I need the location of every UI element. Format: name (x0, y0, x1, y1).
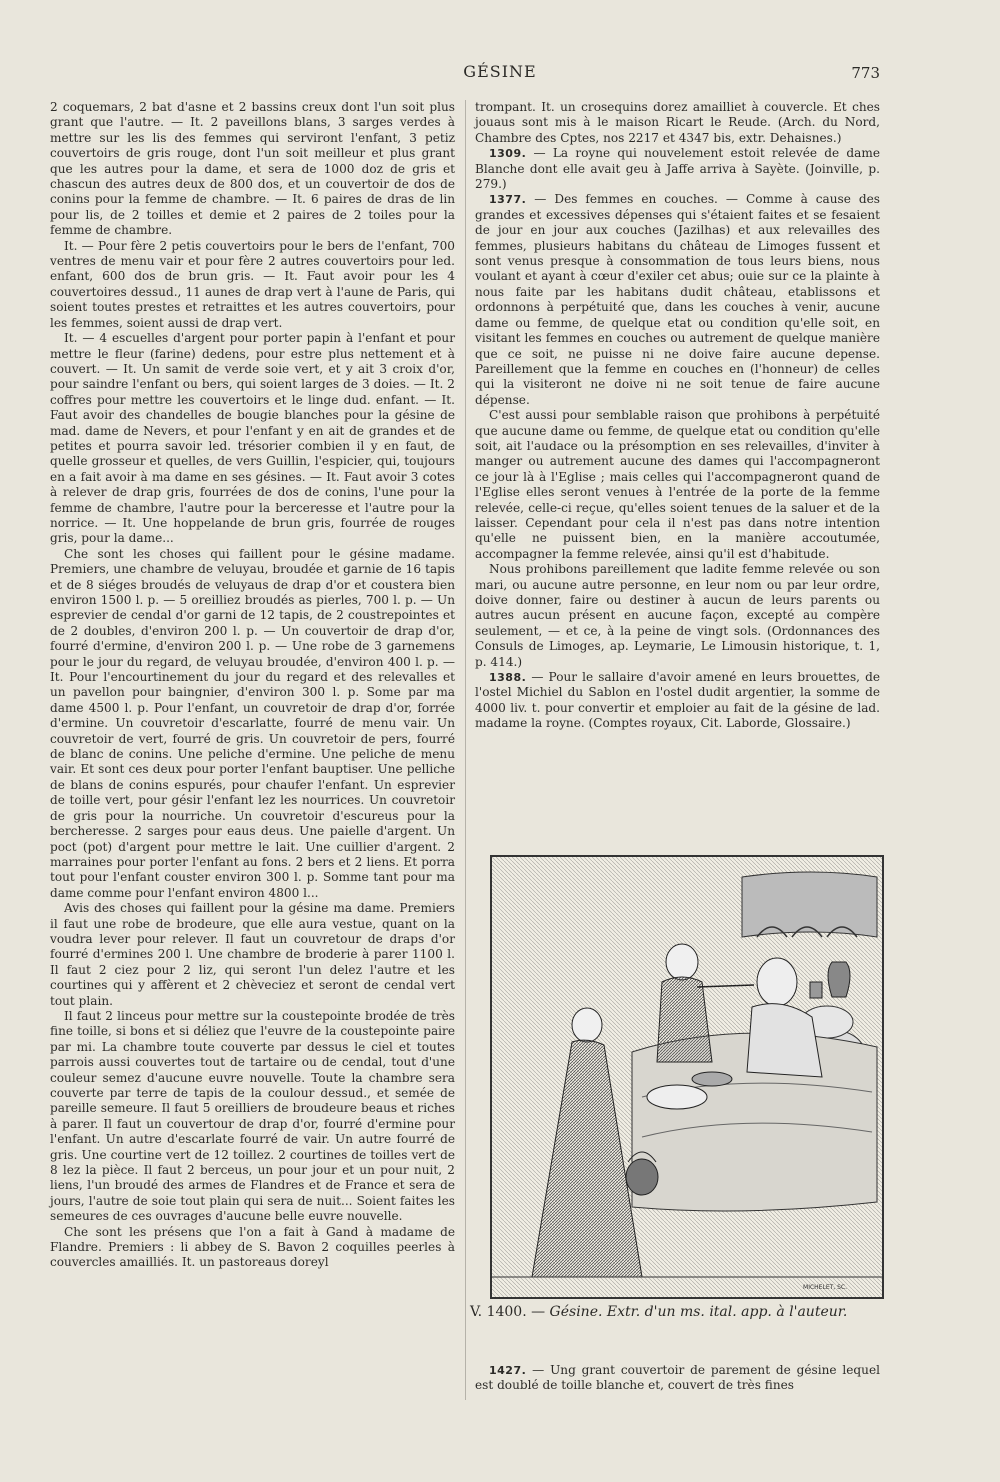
paragraph: 2 coquemars, 2 bat d'asne et 2 bassins creux dont l'un soit plus grant que l'autre. — It. 2 paveillons blans, 3 sarges verdes à mettre sur les lis des femmes qui serviront l'enfant, 3 petiz couvertoirs de gris rouge, dont l'un soit meilleur et plus grant que les autres pour la dame, et sera de 1000 doz de gris et chascun des autres deux de 800 dos, et un couvertoir de dos de conins pour la femme de chambre. — It. 6 paires de dras de lin pour lis, de 2 toilles et demie et 2 paires de 2 toiles pour la femme de chambre. (50, 100, 455, 238)
entry-date: 1377. (489, 193, 527, 207)
caption-date: V. 1400. — (470, 1304, 546, 1320)
dated-entry (475, 1363, 880, 1394)
entry-text: — Pour le sallaire d'avoir amené en leurs brouettes, de l'ostel Michiel du Sablon en l'ostel dudit argentier, la somme de 4000 liv. t. pour convertir et emploier au fait de la gésine de lad. madame la royne. (Comptes royaux, Cit. Laborde, Glossaire.) (475, 670, 880, 731)
caption-text: Gésine. Extr. d'un ms. ital. app. à l'auteur. (545, 1304, 848, 1320)
column-divider (465, 100, 466, 1400)
paragraph: Il faut 2 linceus pour mettre sur la coustepointe brodée de très fine toille, si bons et si déliez que l'euvre de la coustepointe paire par mi. La chambre toute couverte par dessus le ciel et toutes parrois aussi couvertes tout de tartaire ou de cendal, tout d'une couleur semez d'aucune euvre nouvelle. Toute la chambre sera couverte par terre de tapis de la coulour dessud., et semée de pareille semeure. Il faut 5 oreilliers de broudeure beaus et riches à parer. Il faut un couvertour de drap d'or, fourré d'ermine pour l'enfant. Un autre d'escarlate fourré de vair. Un autre fourré de gris. Une courtine vert de 12 toillez. 2 courtines de toilles vert de 8 lez la pièce. Il faut 2 berceus, un pour jour et un pour nuit, 2 liens, l'un broudé des armes de Flandres et de France et sera de jours, l'autre de soie tout plain qui sera de nuit... Soient faites les semeures de ces ouvrages d'aucune belle euvre nouvelle. (50, 1008, 455, 1224)
page-number: 773 (851, 64, 880, 82)
paragraph: trompant. It. un crosequins dorez amailliet à couvercle. Et ches jouaus sont mis à le maison Ricart le Reude. (Arch. du Nord, Chambre des Cptes, nos 2217 et 4347 bis, extr. Dehaisnes.) (475, 100, 880, 145)
dated-entry (475, 192, 880, 408)
bottom-entry (475, 1363, 880, 1394)
paragraph: Che sont les présens que l'on a fait à Gand à madame de Flandre. Premiers : li abbey de S. Bavon 2 coquilles peerles à couvercles amailliés. It. un pastoreaus doreyl (50, 1224, 455, 1270)
figure-caption (470, 1304, 880, 1320)
dated-entry (475, 146, 880, 192)
paragraph: C'est aussi pour semblable raison que prohibons à perpétuité que aucune dame ou femme, de quelque etat ou condition qu'elle soit, ait l'audace ou la présomption en ses relevailles, d'inviter à manger ou autrement aucune des dames qui l'accompagneront ce jour là à l'Eglise ; mais celles qui l'accompagneront quand de l'Eglise elles seront venues à l'entrée de la porte de la femme relevée, celle-ci reçue, qu'elles soient tenues de la saluer et de la laisser. Cependant pour cela il n'est pas dans notre intention qu'elle ne puissent bien, en la manière accoutumée, accompagner la femme relevée, ainsi qu'il est d'habitude. (475, 408, 880, 561)
entry-text: — Ung grant couvertoir de parement de gésine lequel est doublé de toille blanche et, couvert de très fines (475, 1363, 880, 1393)
engraving-illustration (490, 855, 884, 1299)
entry-text: — La royne qui nouvelement estoit relevée de dame Blanche dont elle avait geu à Jaffe arriva à Sayète. (Joinville, p. 279.) (475, 146, 880, 192)
paragraph: Che sont les choses qui faillent pour le gésine madame. Premiers, une chambre de veluyau, broudée et garnie de 16 tapis et de 8 siéges broudés de veluyaus de drap d'or et coustera bien environ 1500 l. p. — 5 oreilliez broudés as pierles, 700 l. p. — Un esprevier de cendal d'or garni de 12 tapis, de 2 coustrepointes et de 2 doubles, d'environ 200 l. p. — Un couvertoir de drap d'or, fourré d'ermine, d'environ 200 l. p. — Une robe de 3 garnemens pour le jour du regard, de veluyau broudée, d'environ 400 l. p. — It. Pour l'encourtinement du jour du regard et des relevalles et un pavellon pour baingnier, d'environ 300 l. p. Some par ma dame 4500 l. p. Pour l'enfant, un couvretoir de drap d'or, forrée d'ermine. Un couvretoir d'escarlatte, fourré de menu vair. Un couvretoir de vert, fourré de gris. Un couvretoir de pers, fourré de blanc de conins. Une peliche d'ermine. Une peliche de menu vair. Et sont ces deux pour porter l'enfant bauptiser. Une pelliche de blans de conins espurés, pour chaufer l'enfant. Un esprevier de toille vert, pour gésir l'enfant lez les nourrices. Un couvretoir de gris pour la nourriche. Un couvretoir d'escureus pour la bercheresse. 2 sarges pour eaus deus. Une paielle d'argent. Un poct (pot) d'argent pour mettre le lait. Une cuillier d'argent. 2 marraines pour porter l'enfant au fons. 2 bers et 2 liens. Et porra tout pour l'enfant couster environ 300 l. p. Somme tant pour ma dame comme pour l'enfant environ 4800 l... (50, 546, 455, 900)
running-title: GÉSINE (463, 62, 537, 81)
page-header (0, 62, 1000, 86)
entry-text: — Des femmes en couches. — Comme à cause des grandes et excessives dépenses qui s'étaient faites et se fesaient de jour en jour aux couches (Jazilhas) et aux relevailles des femmes, plusieurs habitans du château de Limoges fussent et sont venus presque à consommation de tous leurs biens, nous voulant et ayant à cœur d'exiler cet abus; ouie sur ce la plainte à nous faite par les habitans dudit château, etablissons et ordonnons à perpétuité que, dans les couches à venir, aucune dame ou femme, de quelque etat ou condition qu'elle soit, en visitant les femmes en couches ou autrement de quelque manière que ce soit, ne puisse ni ne doive faire aucune depense. Pareillement que la femme en couches en (l'honneur) de celles qui la visiteront ne doive ni ne soit tenue de faire aucune dépense. (475, 192, 880, 407)
paragraph: It. — Pour fère 2 petis couvertoirs pour le bers de l'enfant, 700 ventres de menu vair et pour fère 2 autres couvertoirs pour led. enfant, 600 dos de brun gris. — It. Faut avoir pour les 4 couvertoires dessud., 11 aunes de drap vert à l'aune de Paris, qui soient toutes prestes et retraittes et les autres couvertoirs, pour les femmes, soient aussi de drap vert. (50, 238, 455, 330)
paragraph: It. — 4 escuelles d'argent pour porter papin à l'enfant et pour mettre le fleur (farine) dedens, pour estre plus nettement et à couvert. — It. Un samit de verde soie vert, et y ait 3 croix d'or, pour saindre l'enfant ou bers, qui soient larges de 3 doies. — It. 2 coffres pour mettre les couvertoirs et le linge dud. enfant. — It. Faut avoir des chandelles de bougie blanches pour la gésine de mad. dame de Nevers, et pour l'enfant y en ait de grandes et de petites et pourra savoir led. trésorier combien il y en faut, de quelle grosseur et quelles, de vers Guillin, l'espicier, qui, toujours en a fait avoir à ma dame en ses gésines. — It. Faut avoir 3 cotes à relever de drap gris, fourrées de dos de conins, l'une pour la femme de chambre, l'autre pour la berceresse et l'autre pour la norrice. — It. Une hoppelande de brun gris, fourrée de rouges gris, pour la dame... (50, 331, 455, 546)
entry-date: 1427. (489, 1364, 527, 1377)
paragraph: Nous prohibons pareillement que ladite femme relevée ou son mari, ou aucune autre personne, en leur nom ou par leur ordre, doive donner, faire ou destiner à aucun de leurs parents ou autres aucun présent en aucune façon, excepté au compère seulement, — et ce, à la peine de vingt sols. (Ordonnances des Consuls de Limoges, ap. Leymarie, Le Limousin historique, t. 1, p. 414.) (475, 562, 880, 669)
right-column (475, 100, 880, 732)
paragraph: Avis des choses qui faillent pour la gésine ma dame. Premiers il faut une robe de brodeure, que elle aura vestue, quant on la voudra lever pour relever. Il faut un couvretour de draps d'or fourré d'ermines 200 l. Une chambre de broderie à parer 1100 l. Il faut 2 ciez pour 2 liz, qui seront l'un delez l'autre et les courtines qui y affèrent et 2 chèveciez et seront de cendal vert tout plain. (50, 901, 455, 1008)
left-column (50, 100, 455, 1271)
engraver-signature: MICHELET, SC. (803, 1284, 847, 1291)
entry-date: 1388. (489, 671, 527, 685)
dated-entry (475, 670, 880, 732)
birth-scene-engraving (492, 857, 882, 1297)
entry-date: 1309. (489, 147, 527, 161)
